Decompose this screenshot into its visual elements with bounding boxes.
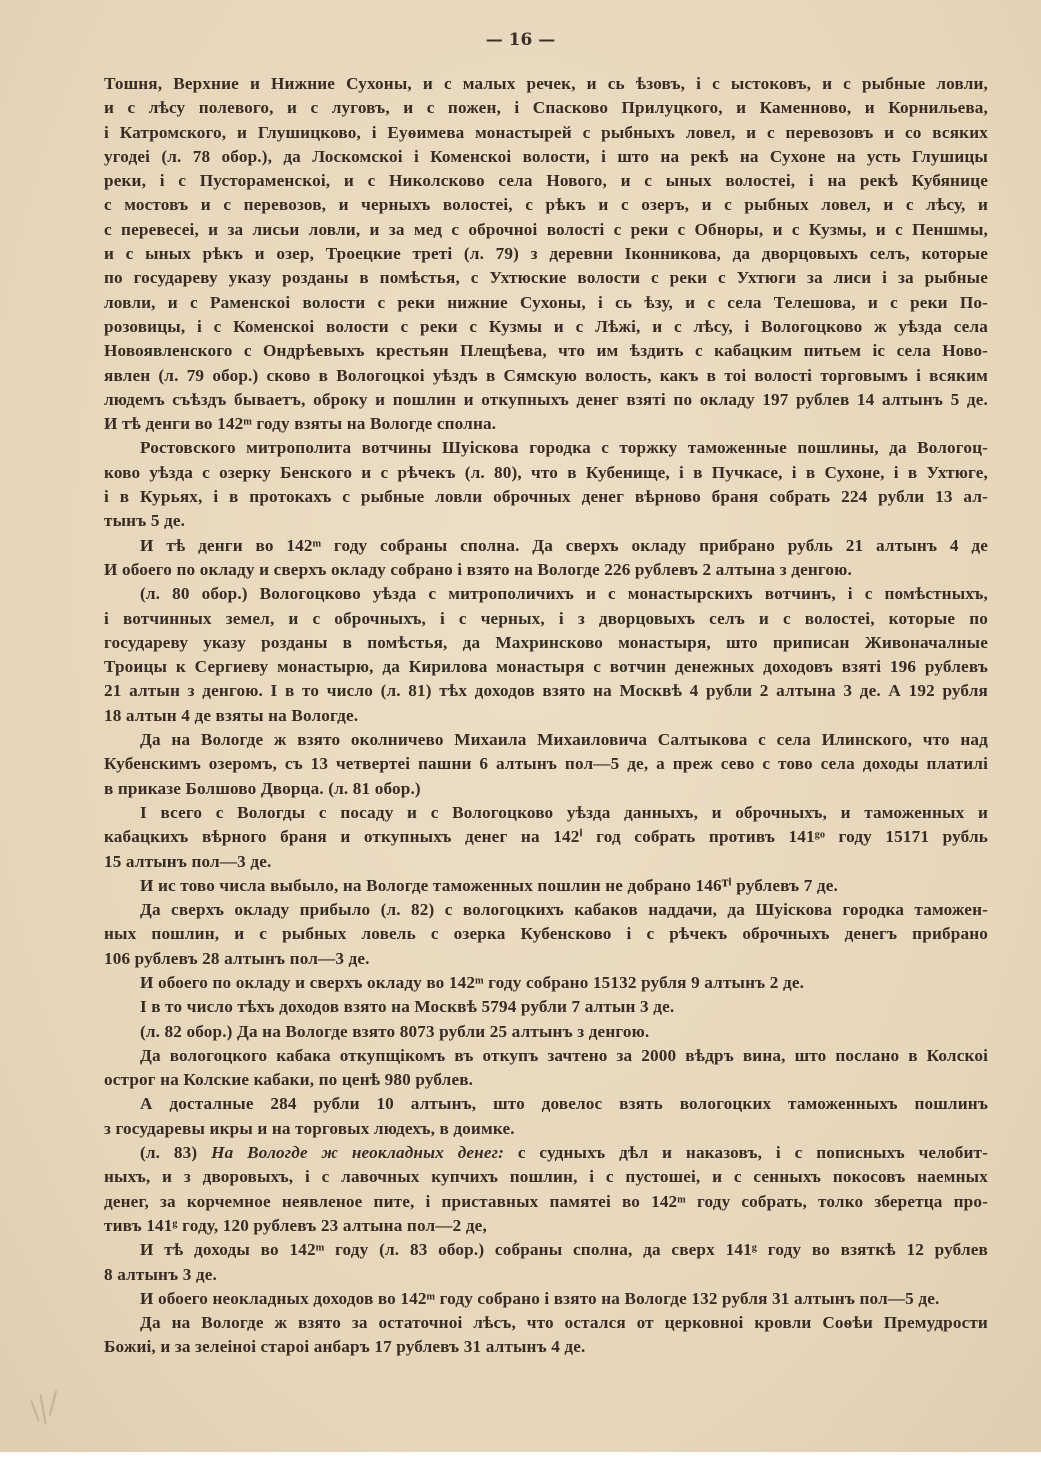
text-line: Да вологоцкого кабака откупщікомъ въ откупъ зачтено за 2000 вѣдръ вина, што послано в Колскоі [140,1045,988,1065]
text-line: Троицы к Сергиеву монастырю, да Кирилова монастыря с вотчин денежных доходовъ взяті 196 рублевъ [104,657,988,677]
paragraph [104,874,988,898]
text-line: с мостовъ и с перевозов, и черныхъ волостеі, с рѣкъ и с озеръ, и с рыбных ловел, и с лѣсу, и [104,195,988,215]
text-line: ных пошлин, и с рыбных ловель с озерка Кубенсково і с рѣчекъ оброчныхъ денегъ прибрано [104,924,988,944]
text-line: 21 алтын з денгою. І в то число (л. 81) тѣх доходов взято на Москвѣ 4 рубли 2 алтына 3 де. А 192 рубля [104,681,988,701]
paragraph [104,72,988,436]
text-line: тынъ 5 де. [104,511,186,531]
text-line: по государеву указу розданы в помѣстья, с Ухтюские волости с реки с Ухтюги за лиси і за рыбные [104,268,988,288]
text-line: И тѣ доходы во 142ᵐ году (л. 83 обор.) собраны сполна, да сверх 141ᵍ году во взяткѣ 12 рублев [140,1240,988,1260]
italic-heading: На Вологде ж неокладных денег: [211,1143,505,1163]
text-line: 18 алтын 4 де взяты на Вологде. [104,705,359,725]
paragraph [104,995,988,1019]
paragraph [104,801,988,874]
paragraph [104,1020,988,1044]
text-line: ныхъ, и з дворовыхъ, і с лавочных купчихъ пошлин, і с пустошеі, и с сенныхъ покосовъ наемных [104,1167,988,1187]
text-line: в приказе Болшово Дворца. (л. 81 обор.) [104,778,421,798]
paragraph [104,1044,988,1093]
text-line: 8 алтынъ 3 де. [104,1264,217,1284]
text-line: Новоявленского с Ондрѣевыхъ крестьян Плещѣева, что им ѣздить с кабацким питьем іс села Ново- [104,341,988,361]
text-line: Тошня, Верхние и Нижние Сухоны, и с малых речек, и сь ѣзовъ, і с ыстоковъ, и с рыбные ловли, [104,74,988,93]
paragraph [104,1141,988,1238]
text-line: Кубенскимъ озеромъ, съ 13 четвертеі пашни 6 алтынъ пол—5 де, а преж сево с тово села доходы платилі [104,754,988,774]
text-line: і Катромского, и Глушицково, і Еуѳимева монастырей с рыбныхъ ловел, и с перевозовъ и со всяких [104,122,988,142]
text-line: И обоего по окладу и сверхъ окладу во 142ᵐ году собрано 15132 рубля 9 алтынъ 2 де. [140,972,805,992]
text-line: И тѣ денги во 142ᵐ году взяты на Вологде сполна. [104,414,497,434]
text-line: и с ыных рѣкъ и озер, Троецкие треті (л. 79) з деревни Іконникова, да дворцовыхъ селъ, которые [104,244,988,264]
pencil-marks [30,1390,70,1440]
text-line: і вотчинных земел, и с оброчныхъ, і с черных, і з дворцовыхъ селъ и с волостеі, которые по [104,608,988,628]
paragraph [104,1287,988,1311]
page-number: — 16 — [485,30,556,50]
text-line: І в то число тѣхъ доходов взято на Москвѣ 5794 рубли 7 алтын 3 де. [140,997,675,1017]
paragraph [104,1311,988,1360]
text-line: и с лѣсу полевого, и с луговъ, и с пожен, і Спасково Прилуцкого, и Каменново, и Корнильева, [104,98,988,118]
text-line: государеву указу розданы в помѣстья, да Махринсково монастыря, што приписан Живоначалные [104,632,988,652]
text-line: И обоего по окладу и сверхъ окладу собрано і взято на Вологде 226 рублевъ 2 алтына з денгою. [104,559,852,579]
paragraph [104,1238,988,1287]
text-line: с перевесеі, и за лисьи ловли, и за мед с оброчноі волості с реки с Обноры, и с Кузмы, и с Пеншмы, [104,219,988,239]
text-line: Да на Вологде ж взято околничево Михаила Михаиловича Салтыкова с села Илинского, что над [140,730,988,750]
paragraph [104,436,988,533]
text-line: (л. 80 обор.) Вологоцково уѣзда с митрополичихъ и с монастырскихъ вотчинъ, і с помѣстныхъ, [140,584,988,604]
paragraph [104,971,988,995]
text-line: 106 рублевъ 28 алтынъ пол—3 де. [104,948,370,968]
paragraph [104,582,988,728]
text-line: явлен (л. 79 обор.) сково в Вологоцкоі уѣздъ в Сямскую волость, какъ в тоі волості торговымъ і всяким [104,365,988,385]
text-line: кабацкихъ вѣрного браня и откупныхъ денег на 142ⁱ год собрать противъ 141ᵍᵒ году 15171 рубль [104,827,988,847]
text-line: острог на Колские кабаки, по ценѣ 980 рублев. [104,1070,474,1090]
text-line: Ростовского митрополита вотчины Шуіскова городка с торжку таможенные пошлины, да Вологоц- [140,438,988,458]
paragraph [104,728,988,801]
text-line: розовицы, і с Коменскоі волости с реки с Кузмы и с Лѣжі, и с лѣсу, і Вологоцково ж уѣзда села [104,316,988,336]
text-line: ково уѣзда с озерку Бенского и с рѣчекъ (л. 80), что в Кубенище, і в Пучкасе, і в Сухоне, і в Ухтюге, [104,462,988,482]
text-line: И ис тово числа выбыло, на Вологде таможенных пошлин не добрано 146ᵀⁱ рублевъ 7 де. [140,875,838,895]
text-line: реки, і с Пустораменскоі, и с Николсково села Нового, и с ыных волостеі, і на рекѣ Кубянице [104,171,988,191]
text-line: ловли, и с Раменскоі волости с реки нижние Сухоны, і сь ѣзу, и с села Телешова, и с реки По- [104,292,988,312]
text-line: Божиі, и за зелеіноі староі анбаръ 17 рублевъ 31 алтынъ 4 де. [104,1337,586,1357]
text-line: Да сверхъ окладу прибыло (л. 82) с вологоцкихъ кабаков наддачи, да Шуіскова городка таможен- [140,900,988,920]
paragraph [104,1092,988,1141]
text-line: И обоего неокладных доходов во 142ᵐ году собрано і взято на Вологде 132 рубля 31 алтынъ пол—5 де. [140,1288,940,1308]
text-line: І всего с Вологды с посаду и с Вологоцково уѣзда данныхъ, и оброчныхъ, и таможенных и [140,802,988,822]
paragraph [104,534,988,583]
text-line: А досталные 284 рубли 10 алтынъ, што довелос взять вологоцких таможенныхъ пошлинъ [140,1094,988,1114]
body-text [104,72,988,1360]
text-line: Да на Вологде ж взято за остаточноі лѣсъ, что остался от церковноі кровли Соѳѣи Премудрости [140,1313,988,1333]
text-line: (л. 83) На Вологде ж неокладных денег: с судныхъ дѣл и наказовъ, і с пописныхъ челобит- [140,1143,988,1163]
text-line: з государевы икры и на торговых людехъ, в доимке. [104,1118,515,1138]
text-line: людемъ съѣздъ бываетъ, оброку и пошлин и откупныхъ денег взяті по окладу 197 рублев 14 алтынъ 5 де. [104,389,988,409]
paragraph [104,898,988,971]
text-line: (л. 82 обор.) Да на Вологде взято 8073 рубли 25 алтынъ з денгою. [140,1021,650,1041]
text-line: 15 алтынъ пол—3 де. [104,851,272,871]
text-line: денег, за корчемное неявленое пите, і приставных памятеі во 142ᵐ году собрать, толко зберетца про- [104,1191,988,1211]
text-line: тивъ 141ᵍ году, 120 рублевъ 23 алтына пол—2 де, [104,1215,487,1235]
text-line: угодеі (л. 78 обор.), да Лоскомскоі і Коменскоі волости, і што на рекѣ на Сухоне на усть Глушицы [104,146,988,166]
text-line: і в Курьях, і в протокахъ с рыбные ловли оброчных денег вѣрново браня собрать 224 рубли 13 ал- [104,487,988,507]
text-line: И тѣ денги во 142ᵐ году собраны сполна. Да сверхъ окладу прибрано рубль 21 алтынъ 4 де [140,535,988,555]
